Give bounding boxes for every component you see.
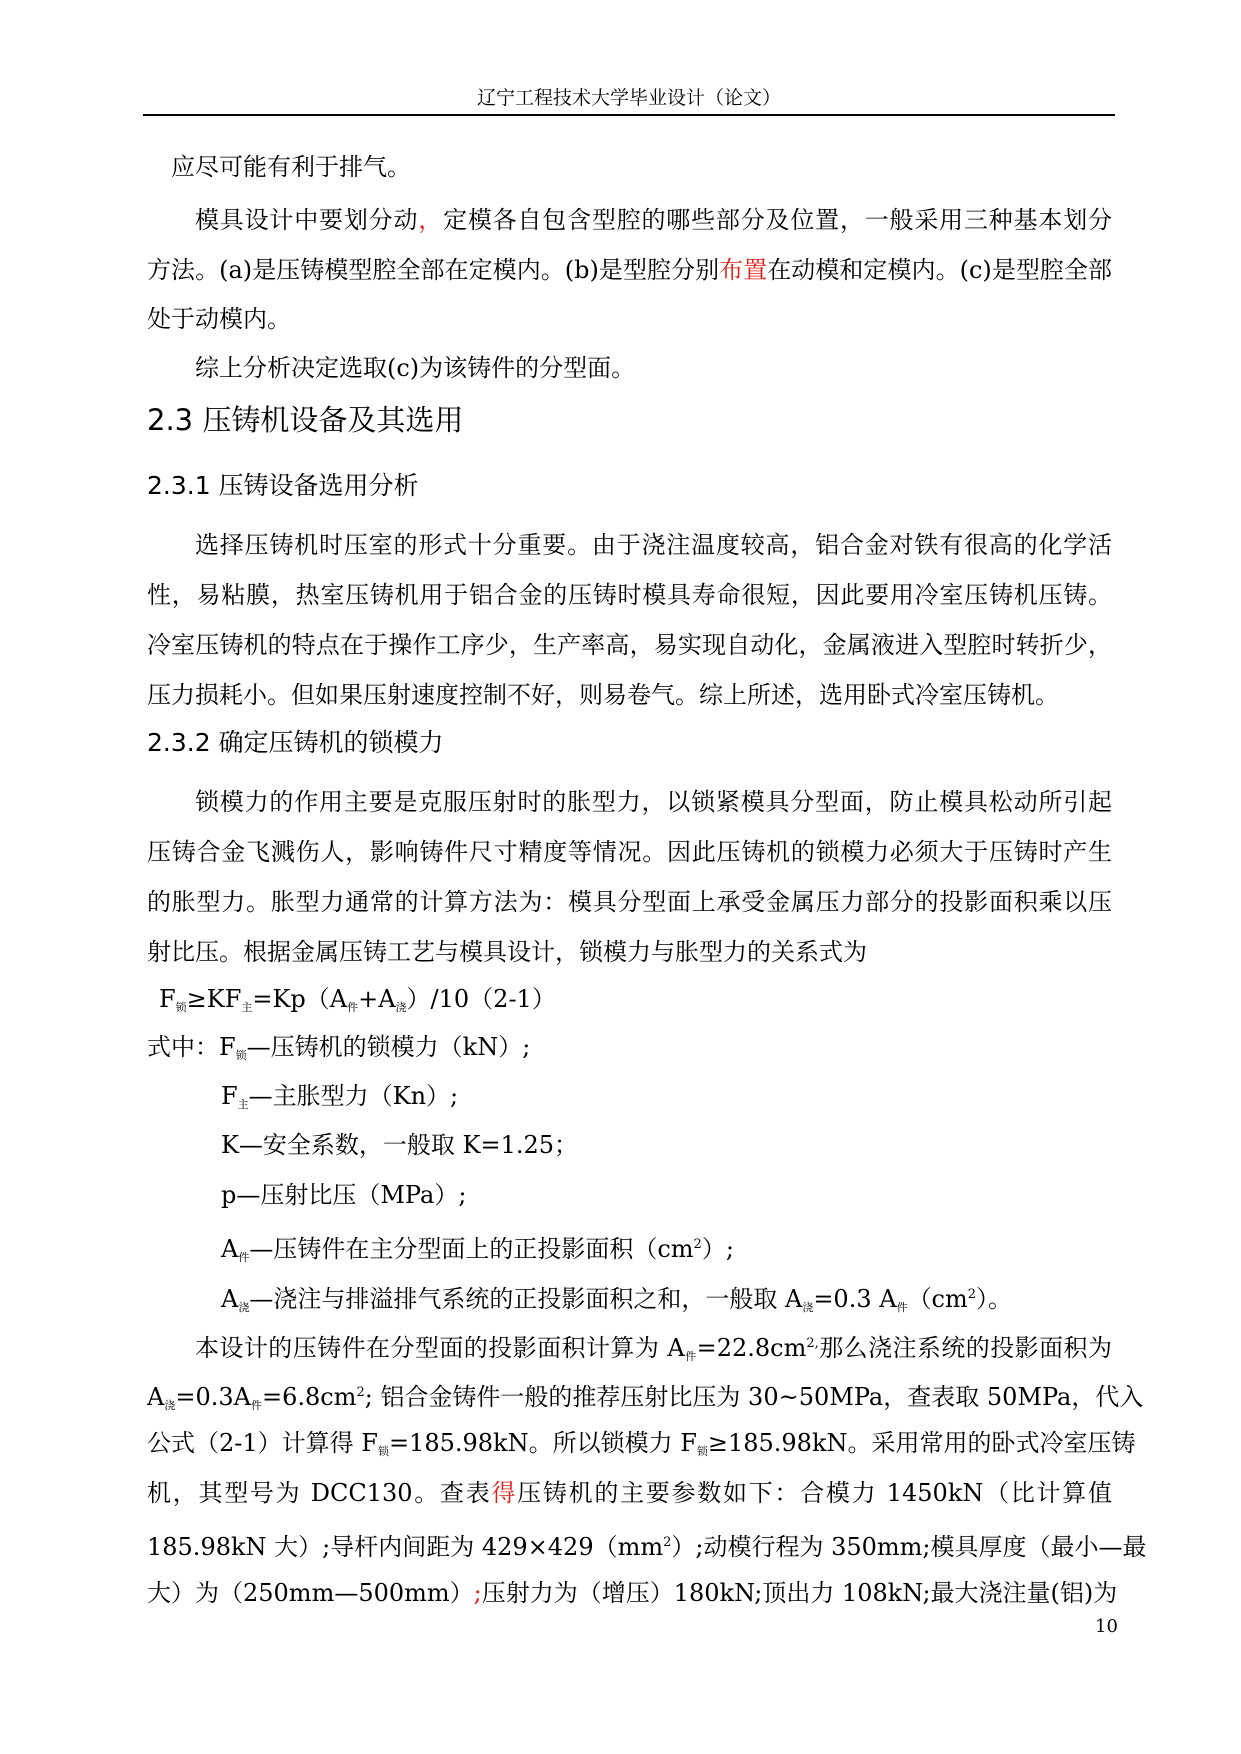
text-run: =185.98kN。所以锁模力 F [388,1429,697,1457]
text-run: ）。 [976,1285,1013,1313]
subscript: 件 [347,1001,359,1014]
subscript: 浇 [238,1301,250,1314]
body-line: 冷室压铸机的特点在于操作工序少，生产率高，易实现自动化，金属液进入型腔时转折少， [147,631,1112,659]
subscript: 锁 [175,1001,187,1014]
superscript: 2 [356,1385,365,1400]
text-run: =0.3 A [813,1285,897,1313]
definition-line [221,1280,1186,1323]
text-run: =6.8cm [261,1383,357,1411]
body-line: 综上分析决定选取(c)为该铸件的分型面。 [195,354,636,382]
body-line [147,1378,1144,1421]
highlighted-text: ; [473,1579,482,1607]
subscript: 浇 [802,1301,814,1314]
text-run: —浇注与排溢排气系统的正投影面积之和，一般取 A [249,1285,803,1313]
body-line [147,1428,1136,1467]
text-run: —压铸机的锁模力（kN）; [246,1033,531,1061]
subscript: 件 [250,1399,262,1412]
text-run: 在动模和定模内。(c)是型腔全部 [767,256,1112,284]
text-run: 185.98kN 大）;导杆内间距为 429×429（mm [147,1533,664,1561]
text-run: 公式（2-1）计算得 F [147,1429,378,1457]
text-run: ≥KF [186,985,242,1013]
body-line [147,1578,1118,1608]
text-run: F [159,985,176,1013]
highlighted-text: 得 [491,1479,518,1507]
body-line [147,1329,1112,1372]
superscript: 2 [967,1287,977,1302]
text-run: F [221,1082,238,1110]
body-line [147,205,1112,235]
subsection-heading: 2.3.2 确定压铸机的锁模力 [147,728,444,757]
body-line [147,1528,1147,1562]
text-run: 那么浇注系统的投影面积为 [818,1334,1112,1362]
definition-line [221,1081,1186,1120]
subscript: 锁 [696,1445,708,1458]
text-run: A [221,1285,239,1313]
subscript: 件 [684,1350,697,1363]
text-run: 定模各自包含型腔的哪些部分及位置，一般采用三种基本划分 [443,206,1113,234]
subscript: 浇 [395,1001,407,1014]
page-number: 10 [1095,1616,1118,1637]
body-line: 锁模力的作用主要是克服压射时的胀型力，以锁紧模具分型面，防止模具松动所引起 [195,788,1112,816]
definition-line [147,1032,1112,1071]
superscript: 2 [663,1535,672,1550]
highlighted-text: 布置 [719,256,768,284]
text-run: ）/10（2-1） [406,985,556,1013]
subscript: 锁 [235,1049,247,1062]
text-run: 方法。(a)是压铸模型腔全部在定模内。(b)是型腔分别 [147,256,720,284]
body-line: 性，易粘膜，热室压铸机用于铝合金的压铸时模具寿命很短，因此要用冷室压铸机压铸。 [147,581,1112,609]
definition-line [221,1230,1186,1273]
text-run: ）; [701,1235,734,1263]
text-run: 式中：F [147,1033,236,1061]
text-run: 大）为（250mm—500mm） [147,1579,474,1607]
subscript: 主 [237,1098,249,1111]
text-run: 压射力为（增压）180kN;顶出力 108kN;最大浇注量(铝)为 [481,1579,1118,1607]
header-rule [143,114,1115,116]
definition-line: p—压射比压（MPa）; [221,1181,467,1209]
text-run: ）;动模行程为 350mm;模具厚度（最小—最 [671,1533,1147,1561]
text-run: =Kp（A [252,985,348,1013]
text-run: 模具设计中要划分动 [195,206,419,234]
text-run: ; 铝合金铸件一般的推荐压射比压为 30~50MPa，查表取 50MPa，代入 [364,1383,1144,1411]
text-run: A [147,1383,165,1411]
text-run: +A [358,985,396,1013]
subsection-heading: 2.3.1 压铸设备选用分析 [147,471,419,500]
superscript: 2 [693,1237,702,1252]
body-line [147,1478,1112,1508]
highlighted-text: ， [418,206,444,234]
body-line: 应尽可能有利于排气。 [171,153,411,181]
body-line: 射比压。根据金属压铸工艺与模具设计，锁模力与胀型力的关系式为 [147,938,867,966]
text-run: ≥185.98kN。采用常用的卧式冷室压铸 [707,1429,1136,1457]
body-line: 处于动模内。 [147,305,291,333]
equation-2-1 [159,984,1124,1023]
subscript: 件 [238,1251,250,1264]
text-run: A [221,1235,239,1263]
body-line: 压力损耗小。但如果压射速度控制不好，则易卷气。综上所述，选用卧式冷室压铸机。 [147,681,1059,709]
text-run: —压铸件在主分型面上的正投影面积（cm [249,1235,694,1263]
body-line: 的胀型力。胀型力通常的计算方法为：模具分型面上承受金属压力部分的投影面积乘以压 [147,888,1112,916]
body-line: 选择压铸机时压室的形式十分重要。由于浇注温度较高，铝合金对铁有很高的化学活 [195,531,1112,559]
text-run: =22.8cm [696,1334,807,1362]
text-run: 本设计的压铸件在分型面的投影面积计算为 A [195,1334,685,1362]
text-run: —主胀型力（Kn）; [248,1082,459,1110]
text-run: =0.3A [175,1383,251,1411]
body-line [147,255,1112,285]
subscript: 浇 [164,1399,176,1412]
subscript: 件 [896,1301,908,1314]
body-line: 压铸合金飞溅伤人，影响铸件尺寸精度等情况。因此压铸机的锁模力必须大于压铸时产生 [147,838,1112,866]
running-header: 辽宁工程技术大学毕业设计（论文） [476,87,781,109]
text-run: 机，其型号为 DCC130。查表 [147,1479,492,1507]
text-run: 压铸机的主要参数如下：合模力 1450kN（比计算值 [517,1479,1113,1507]
text-run: （cm [907,1285,968,1313]
definition-line: K—安全系数，一般取 K=1.25； [221,1131,579,1159]
subscript: 锁 [377,1445,389,1458]
subscript: 主 [241,1001,253,1014]
section-heading: 2.3 压铸机设备及其选用 [147,403,464,437]
superscript: 2, [806,1336,819,1351]
